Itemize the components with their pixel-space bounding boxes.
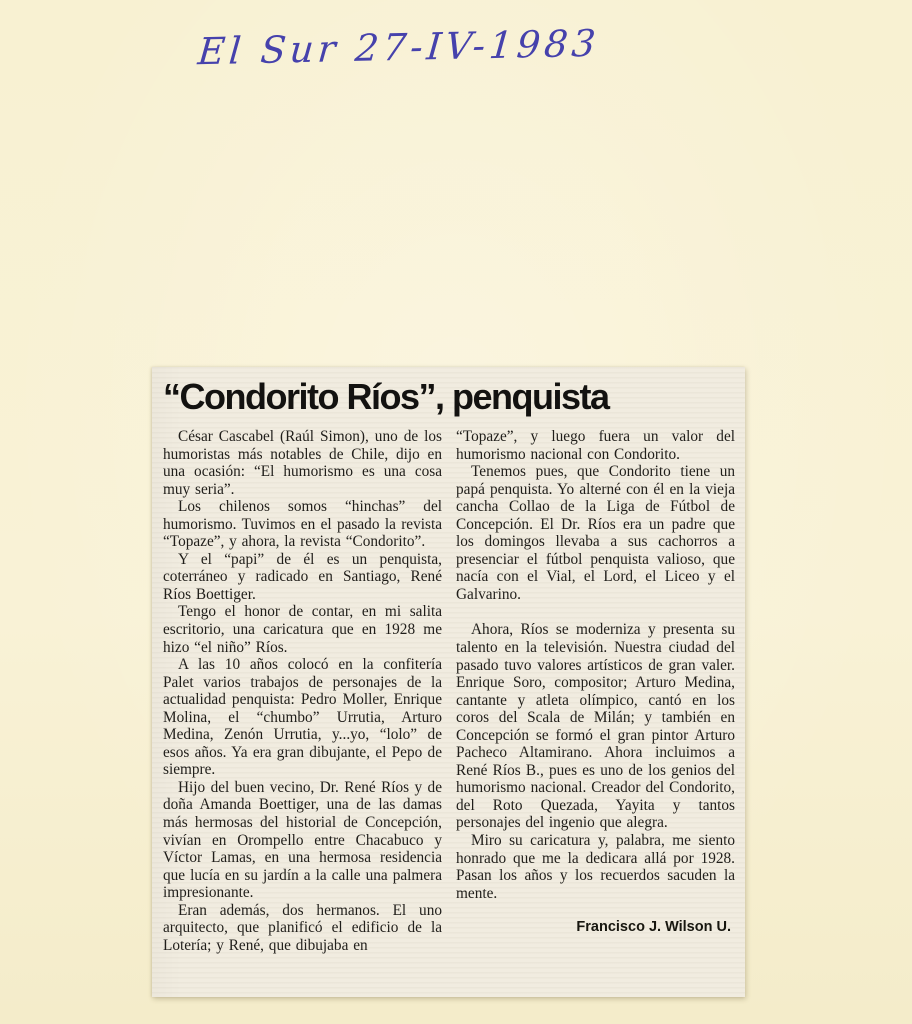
author-byline: Francisco J. Wilson U.: [576, 919, 731, 936]
paragraph: César Cascabel (Raúl Simon), uno de los humoristas más notables de Chile, dijo en una ocasión: “El humorismo es una cosa muy seria”.: [163, 428, 442, 498]
paragraph: Tengo el honor de contar, en mi salita escritorio, una caricatura que en 1928 me hizo “el niño” Ríos.: [163, 603, 442, 656]
paragraph: Eran además, dos hermanos. El uno arquitecto, que planificó el edificio de la Lotería; y René, que dibujaba en: [163, 901, 442, 954]
article-column-left: [163, 428, 442, 954]
paragraph: A las 10 años colocó en la confitería Palet varios trabajos de personajes de la actualidad penquista: Pedro Moller, Enrique Molina, el “chumbo” Urrutia, Arturo Medina, Zenón Urrutia, y...yo, “lolo” de esos años. Ya era gran dibujante, el Pepo de siempre.: [163, 656, 442, 779]
article-column-right: [456, 428, 735, 954]
paragraph: Miro su caricatura y, palabra, me siento honrado que me la dedicara allá por 1928. Pasan los años y los recuerdos sacuden la mente.: [456, 832, 735, 902]
paragraph: Tenemos pues, que Condorito tiene un papá penquista. Yo alterné con él en la vieja cancha Collao de la Liga de Fútbol de Concepción. El Dr. Ríos era un padre que los domingos llevaba a sus cachorros a presenciar el fútbol penquista valioso, que nacía con el Vial, el Lord, el Liceo y el Galvarino.: [456, 463, 735, 603]
article-headline: “Condorito Ríos”, penquista: [163, 376, 609, 417]
paragraph: Ahora, Ríos se moderniza y presenta su talento en la televisión. Nuestra ciudad del pasado tuvo valores artísticos de gran valer. Enrique Soro, compositor; Arturo Medina, cantante y atleta olímpico, cantó en los coros del Scala de Milán; y también en Concepción se formó el gran pintor Arturo Pacheco Altamirano. Ahora incluimos a René Ríos B., pues es uno de los genios del humorismo nacional. Creador del Condorito, del Roto Quezada, Yayita y tantos personajes del ingenio que alegra.: [456, 621, 735, 832]
handwritten-date-annotation: El Sur 27-IV-1983: [196, 21, 602, 74]
newspaper-clipping: [152, 367, 745, 997]
paragraph: Los chilenos somos “hinchas” del humorismo. Tuvimos en el pasado la revista “Topaze”, y ahora, la revista “Condorito”.: [163, 498, 442, 551]
paragraph: Hijo del buen vecino, Dr. René Ríos y de doña Amanda Boettiger, una de las damas más hermosas del historial de Concepción, vivían en Orompello entre Chacabuco y Víctor Lamas, en una hermosa residencia que lucía en su jardín a la calle una palmera impresionante.: [163, 778, 442, 902]
paragraph: Y el “papi” de él es un penquista, coterráneo y radicado en Santiago, René Ríos Boettiger.: [163, 550, 442, 603]
article-columns: [163, 428, 735, 954]
paragraph: “Topaze”, y luego fuera un valor del humorismo nacional con Condorito.: [456, 428, 735, 463]
